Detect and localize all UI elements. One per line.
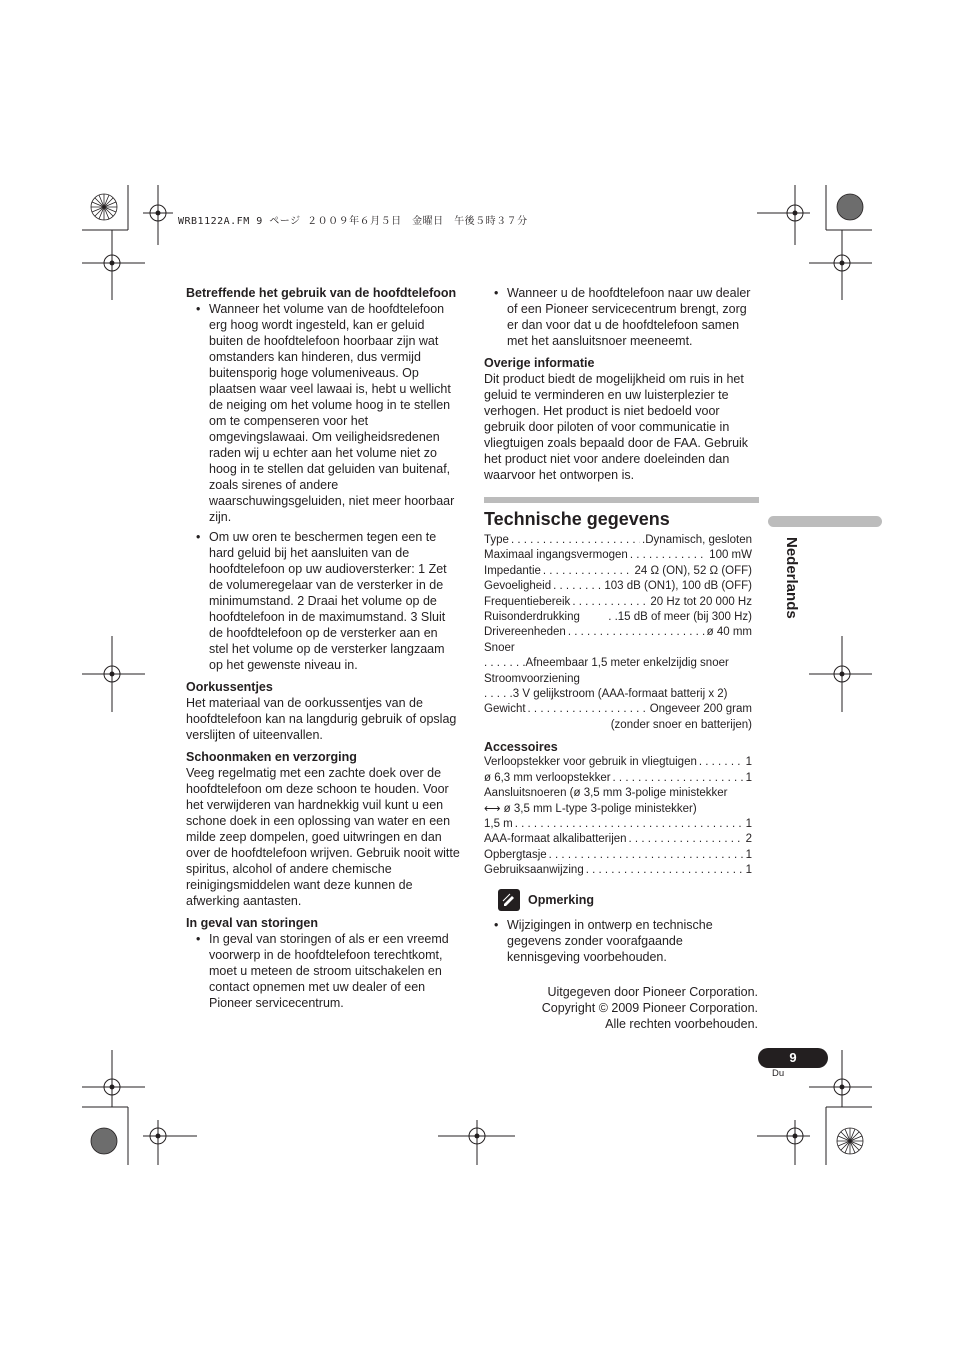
language-label: Nederlands (783, 537, 800, 619)
spec-key-power: Stroomvoorziening (484, 672, 580, 685)
malfunction-bullet: • In geval van storingen of als er een vreemd voorwerp in de hoofdtelefoon terechtkomt, moet u meteen de stroom uitschakelen en contact opnemen met uw dealer of een Pioneer servicecentrum. (186, 931, 460, 1011)
accessory-qty: 1 (745, 756, 752, 769)
print-header: WRB1122A.FM 9 ページ ２００９年６月５日 金曜日 午後５時３７分 (178, 216, 528, 227)
accessory-name: Opbergtasje (484, 848, 547, 861)
section-title-specifications: Technische gegevens (484, 509, 670, 529)
spec-key: Gevoeligheid (484, 580, 552, 593)
spec-value: ø 40 mm (706, 626, 752, 639)
spec-value: 103 dB (ON1), 100 dB (OFF) (604, 580, 752, 593)
right-column (484, 285, 759, 965)
accessory-qty: 1 (745, 848, 752, 861)
note-title: Opmerking (528, 892, 594, 907)
rights-line: Alle rechten voorbehouden. (605, 1017, 758, 1031)
accessory-row (484, 755, 752, 770)
copyright-line: Copyright © 2009 Pioneer Corporation. (541, 1001, 758, 1015)
note-header (498, 889, 759, 911)
section-title-other-info: Overige informatie (484, 356, 595, 370)
spec-key: Drivereenheden (484, 626, 566, 639)
spec-key: Impedantie (484, 564, 541, 577)
accessory-qty: 2 (745, 833, 752, 846)
spec-row-frequency (484, 595, 752, 610)
section-title-accessories: Accessoires (484, 740, 558, 755)
dealer-list (484, 285, 759, 349)
spec-row-max-input (484, 548, 752, 563)
spec-value: Ongeveer 200 gram (649, 703, 752, 716)
spec-key: Gewicht (484, 703, 526, 716)
ear-cushions-text: Het materiaal van de oorkussentjes van de hoofdtelefoon kan na langdurig gebruik of opslag verslijten of uiteenvallen. (186, 696, 457, 742)
spec-row-impedance (484, 564, 752, 579)
spec-value-power: . . . . .3 V gelijkstroom (AAA-formaat batterij x 2) (484, 688, 728, 701)
spec-key: Ruisonderdrukking (484, 611, 580, 624)
accessory-name: Verloopstekker voor gebruik in vliegtuigen (484, 756, 697, 769)
accessory-row (484, 817, 752, 832)
spec-row-noise-reduction (484, 610, 752, 625)
spec-value: 24 Ω (ON), 52 Ω (OFF) (634, 564, 752, 577)
cleaning-text: Veeg regelmatig met een zachte doek over de hoofdtelefoon om deze schoon te houden. Voor het verwijderen van hardnekkig vuil kunt u een schone doek in een oplossing van water en een milde zeep dompelen, goed uitwringen en dan over de hoofdtelefoon wrijven. Gebruik nooit witte spiritus, alcohol of andere chemische reinigingsmiddelen want deze kunnen de afwerking aantasten. (186, 766, 460, 908)
spec-value: .Dynamisch, gesloten (642, 534, 752, 546)
left-column (186, 285, 460, 1011)
accessory-row (484, 863, 752, 878)
accessory-cable-line2: ⟷ ø 3,5 mm L-type 3-polige ministekker) (484, 802, 697, 815)
spec-row-drivers (484, 625, 752, 640)
section-divider-bar (484, 497, 759, 503)
section-title-usage: Betreffende het gebruik van de hoofdtelefoon (186, 286, 457, 300)
spec-key-cord: Snoer (484, 641, 515, 654)
accessory-qty: 1 (745, 771, 752, 784)
section-title-ear-cushions: Oorkussentjes (186, 680, 273, 694)
pencil-note-icon (498, 889, 520, 911)
dealer-bullet: • Wanneer u de hoofdtelefoon naar uw dealer of een Pioneer servicecentrum brengt, zorg er dan voor dat u de hoofdtelefoon samen met het aansluitsnoer meeneemt. (484, 285, 759, 349)
spec-key: Type (484, 534, 509, 546)
accessory-name: AAA-formaat alkalibatterijen (484, 833, 627, 846)
malfunction-list (186, 931, 460, 1011)
spec-row-weight (484, 702, 752, 717)
publisher-line: Uitgegeven door Pioneer Corporation. (547, 985, 758, 999)
language-tab (782, 537, 800, 657)
note-list (484, 917, 759, 965)
accessory-name: Gebruiksaanwijzing (484, 864, 584, 877)
spec-row-sensitivity (484, 579, 752, 594)
section-title-cleaning: Schoonmaken en verzorging (186, 750, 357, 764)
note-bullet: • Wijzigingen in ontwerp en technische gegevens zonder voorafgaande kennisgeving voorbehouden. (484, 917, 759, 965)
spec-list (484, 533, 759, 733)
spec-key: Frequentiebereik (484, 595, 571, 608)
language-tab-bar (768, 516, 882, 527)
accessory-name: ø 6,3 mm verloopstekker (484, 771, 611, 784)
page-number-badge: 9 (758, 1048, 828, 1068)
spec-value: 20 Hz tot 20 000 Hz (650, 595, 752, 608)
spec-value: . .15 dB of meer (bij 300 Hz) (608, 611, 752, 624)
accessory-qty: 1 (745, 864, 752, 877)
other-info-text: Dit product biedt de mogelijkheid om ruis in het geluid te verminderen en uw luisterplezier te verhogen. Het product is niet bedoeld voor gebruik door piloten of voor communicatie in vliegtuigen zoals bepaald door de FAA. Gebruik het product niet voor andere doeleinden dan waarvoor het ontworpen is. (484, 372, 749, 482)
spec-weight-note: (zonder snoer en batterijen) (610, 718, 752, 731)
accessory-list (484, 755, 759, 878)
accessory-row (484, 848, 752, 863)
usage-bullet-ears: • Om uw oren te beschermen tegen een te hard geluid bij het aansluiten van de hoofdtelefoon op uw audioversterker: 1 Zet de volumeregelaar van de versterker in de minimumstand. 2 Draai het volume op de hoofdtelefoon in de maximumstand. 3 Sluit de hoofdtelefoon op de versterker aan en stel het volume op de versterker langzaam op het gewenste niveau in. (186, 529, 460, 673)
accessory-name: 1,5 m (484, 817, 513, 830)
spec-value-cord: . . . . . . .Afneembaar 1,5 meter enkelzijdig snoer (484, 657, 729, 670)
spec-value: 100 mW (709, 549, 752, 562)
accessory-qty: 1 (745, 817, 752, 830)
accessory-cable-line1: Aansluitsnoeren (ø 3,5 mm 3-polige ministekker (484, 787, 728, 800)
section-title-malfunction: In geval van storingen (186, 916, 318, 930)
accessory-row (484, 771, 752, 786)
publisher-block (484, 984, 758, 1032)
accessory-row (484, 832, 752, 847)
spec-row-type (484, 533, 752, 548)
usage-bullet-volume: • Wanneer het volume van de hoofdtelefoon erg hoog wordt ingesteld, kan er geluid buiten de hoofdtelefoon hoorbaar zijn wat omstanders kan hinderen, dus vermijd buitensporig hoge volumeniveaus. Op plaatsen waar veel lawaai is, hebt u wellicht de neiging om het volume hoog in te stellen om te compenseren voor het omgevingslawaai. Om veiligheidsredenen raden wij u echter aan het volume niet zo hoog in te stellen dat geluiden van buitenaf, zoals sirenes of andere waarschuwingsgeluiden, niet meer hoorbaar zijn. (186, 301, 460, 525)
page-language-code: Du (772, 1068, 785, 1079)
spec-key: Maximaal ingangsvermogen (484, 549, 628, 562)
usage-list (186, 301, 460, 673)
